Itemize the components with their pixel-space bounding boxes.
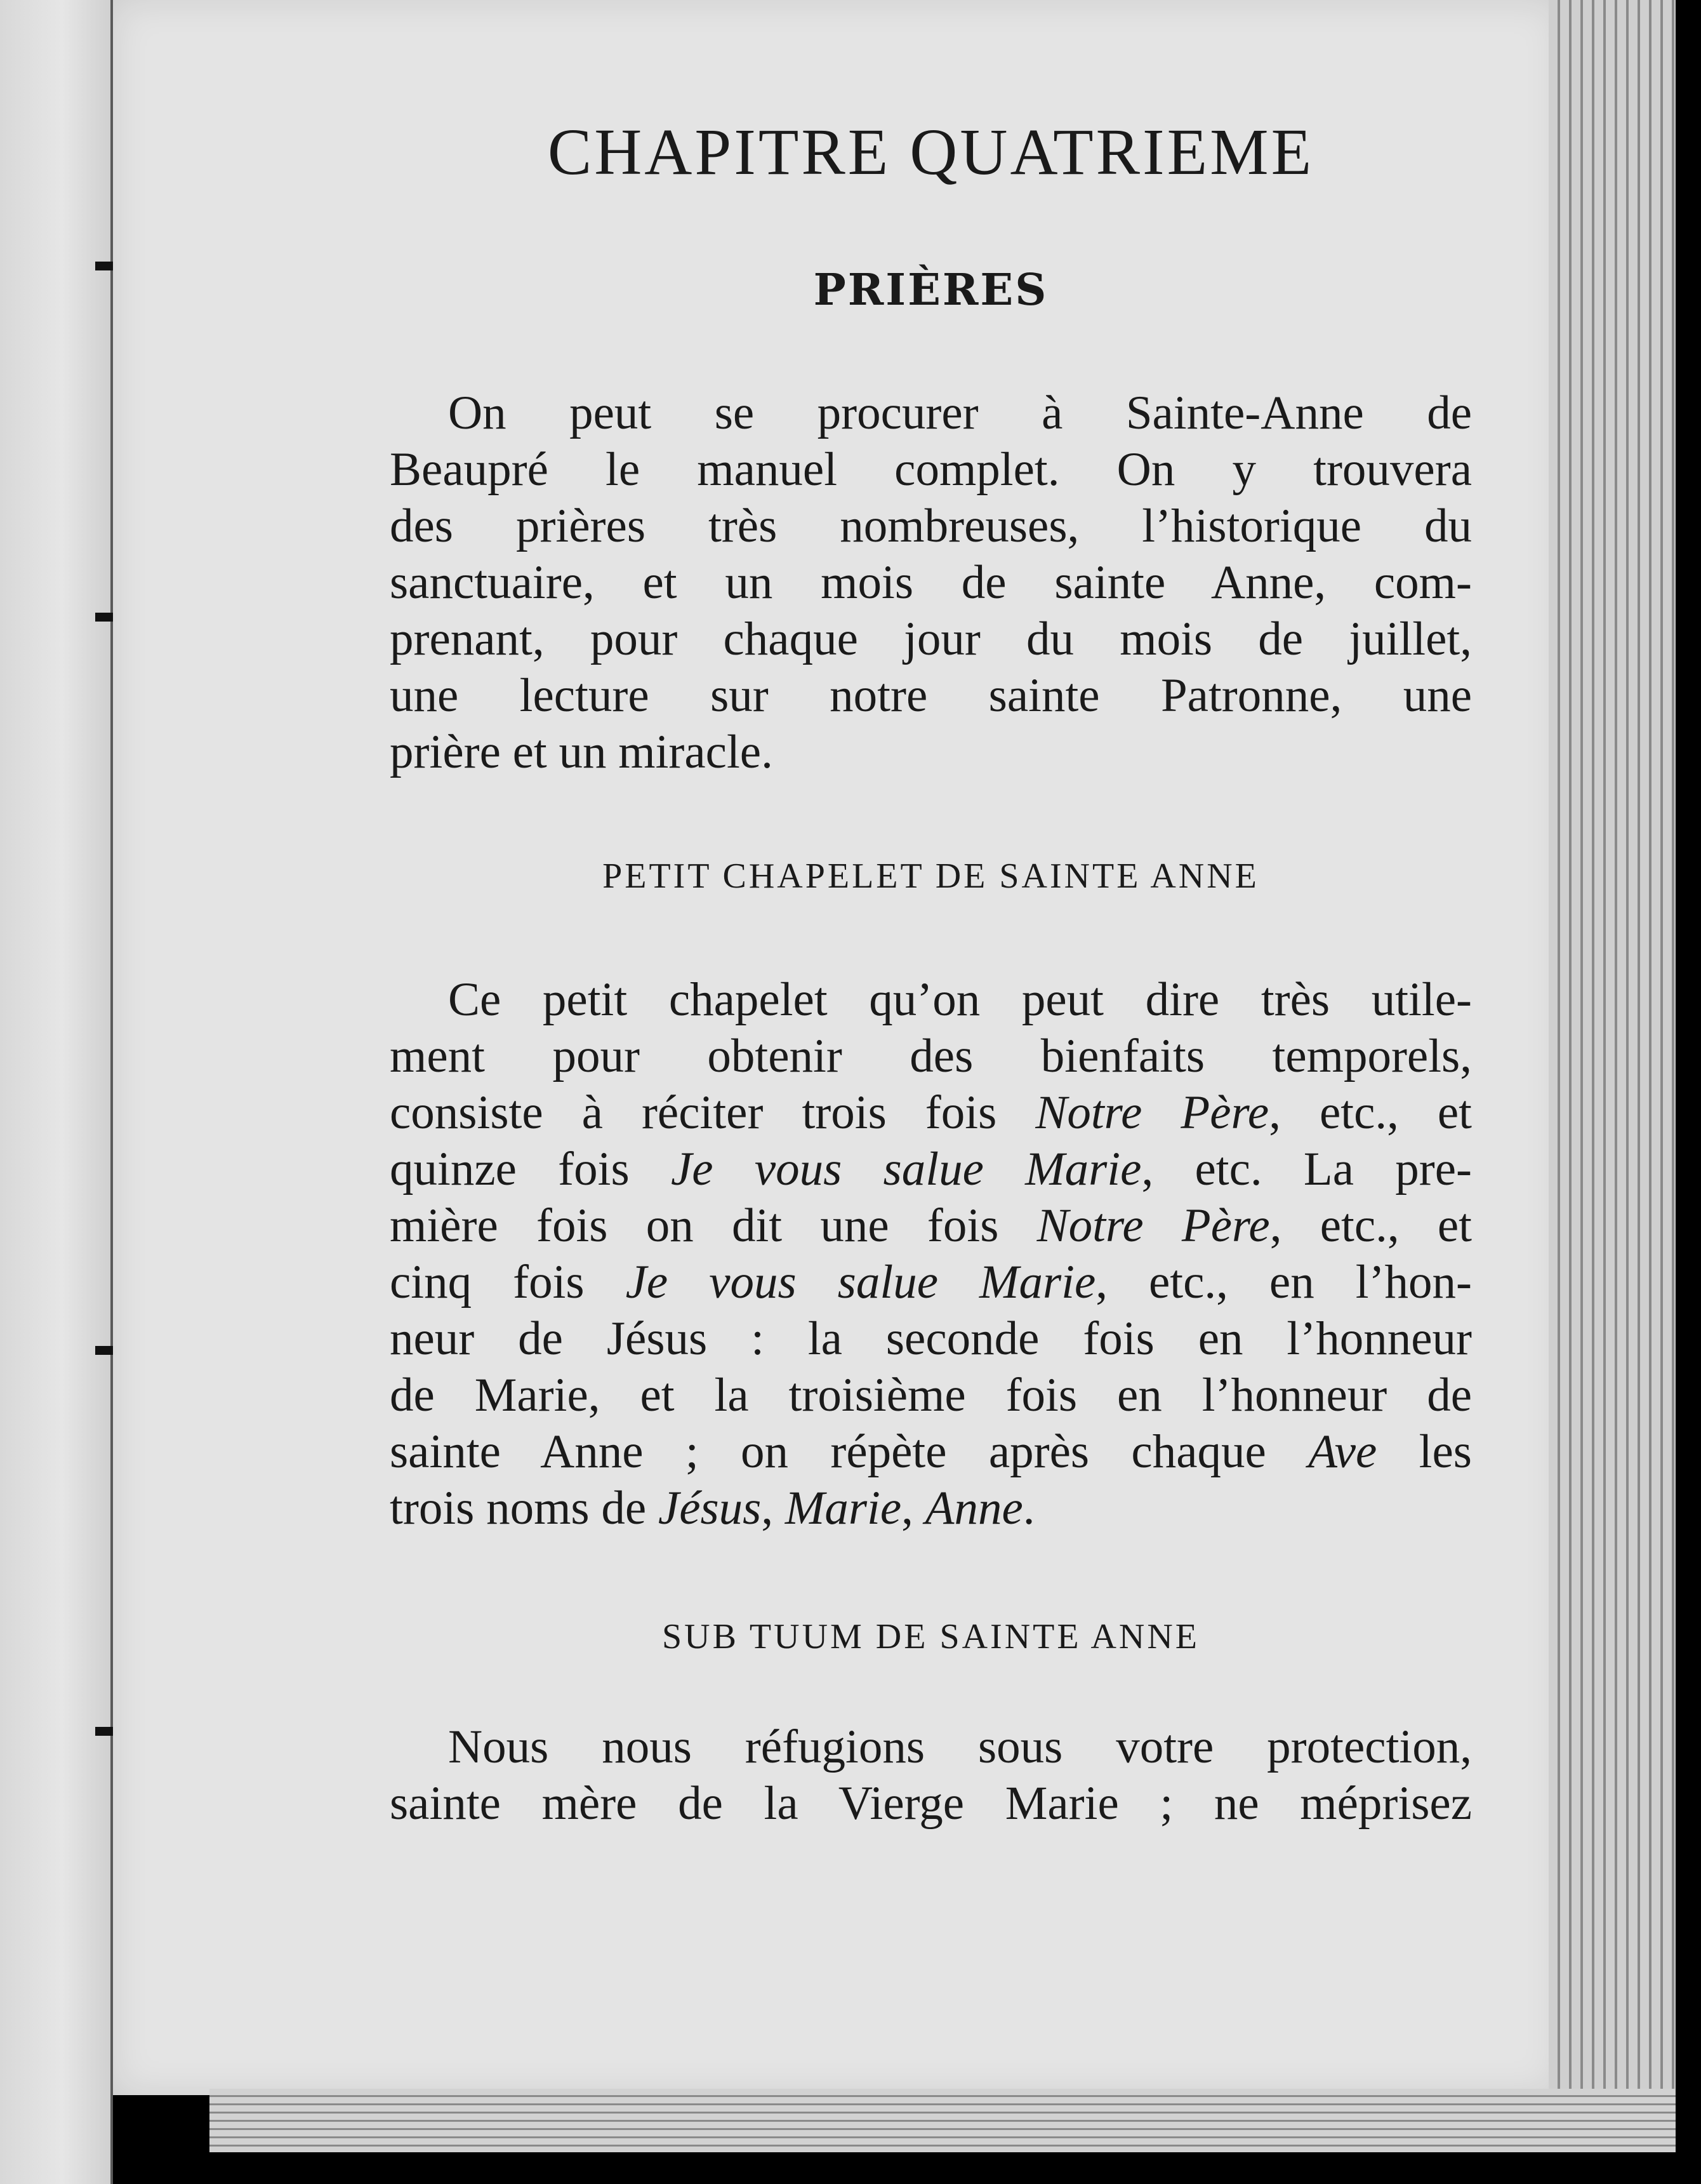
italic-term: Notre Père bbox=[1036, 1199, 1270, 1252]
text-line: sainte Anne ; on répète après chaque Ave les bbox=[390, 1425, 1472, 1478]
text-line: consiste à réciter trois fois Notre Père, etc., et bbox=[390, 1086, 1473, 1139]
italic-term: Anne bbox=[925, 1482, 1023, 1535]
text-line: mière fois on dit une fois Notre Père, etc., et bbox=[390, 1199, 1472, 1252]
text-line: prière et un miracle. bbox=[390, 726, 773, 778]
facing-page-edge bbox=[0, 0, 113, 2184]
page-stack-edge bbox=[1549, 0, 1676, 2152]
subheading-sub-tuum: SUB TUUM DE SAINTE ANNE bbox=[662, 1617, 1200, 1656]
text-line: prenant, pour chaque jour du mois de juillet, bbox=[390, 613, 1472, 665]
text-line: Nous nous réfugions sous votre protection, bbox=[448, 1721, 1472, 1773]
text-line: cinq fois Je vous salue Marie, etc., en l’hon- bbox=[390, 1256, 1472, 1308]
italic-term: Notre Père bbox=[1035, 1086, 1269, 1139]
italic-term: Je vous salue Marie bbox=[670, 1143, 1142, 1195]
page-stack-bottom bbox=[209, 2089, 1676, 2152]
paragraph-sub-tuum bbox=[390, 1719, 1472, 1832]
subheading-petit-chapelet: PETIT CHAPELET DE SAINTE ANNE bbox=[602, 856, 1259, 896]
italic-term: Je vous salue Marie bbox=[625, 1256, 1096, 1308]
text-line: neur de Jésus : la seconde fois en l’honneur bbox=[390, 1312, 1472, 1365]
text-line: quinze fois Je vous salue Marie, etc. La pre- bbox=[390, 1143, 1473, 1195]
paragraph-intro bbox=[390, 385, 1472, 780]
italic-term: Jésus bbox=[658, 1482, 762, 1535]
section-title: PRIÈRES bbox=[813, 265, 1049, 316]
text-line: sanctuaire, et un mois de sainte Anne, com- bbox=[390, 556, 1472, 609]
chapter-title: CHAPITRE QUATRIEME bbox=[547, 116, 1314, 189]
text-line: sainte mère de la Vierge Marie ; ne méprisez bbox=[390, 1777, 1472, 1830]
text-line: Beaupré le manuel complet. On y trouvera bbox=[390, 443, 1472, 496]
text-line: une lecture sur notre sainte Patronne, une bbox=[390, 669, 1472, 722]
italic-term: Ave bbox=[1308, 1425, 1377, 1478]
text-line: On peut se procurer à Sainte-Anne de bbox=[448, 387, 1472, 439]
text-line: des prières très nombreuses, l’historique du bbox=[390, 500, 1472, 552]
italic-term: Marie bbox=[784, 1482, 902, 1535]
text-line: ment pour obtenir des bienfaits temporels, bbox=[390, 1030, 1472, 1082]
paragraph-chapelet bbox=[390, 971, 1472, 1536]
text-line: Ce petit chapelet qu’on peut dire très utile- bbox=[448, 973, 1472, 1026]
text-line: trois noms de Jésus, Marie, Anne. bbox=[390, 1482, 1035, 1535]
text-line: de Marie, et la troisième fois en l’honneur de bbox=[390, 1369, 1472, 1422]
